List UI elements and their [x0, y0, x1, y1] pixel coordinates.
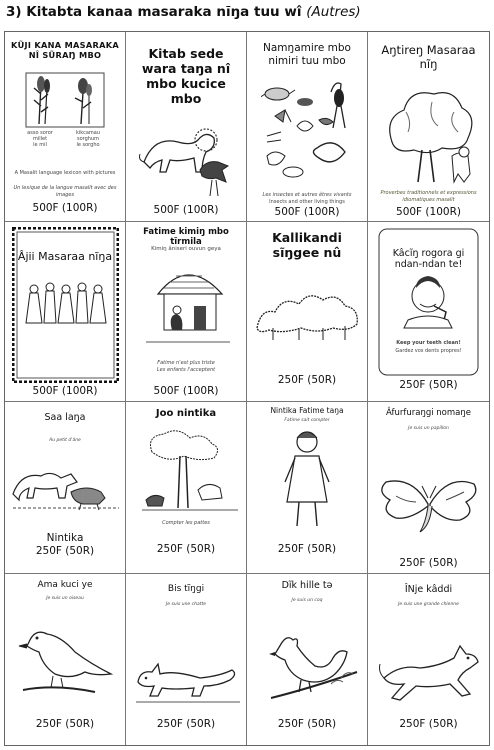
book-card[interactable] [5, 222, 126, 402]
insects-illustration [261, 76, 355, 186]
book-title: Bis tĩŋgi [167, 584, 205, 594]
book-card[interactable] [368, 574, 489, 745]
girl-illustration [275, 426, 339, 532]
book-caption-1: Fatime n'est plus triste [157, 360, 215, 366]
book-card[interactable] [126, 574, 247, 745]
donkey-illustration [11, 464, 121, 512]
book-card[interactable] [247, 402, 368, 574]
book-price: 250F (50R) [156, 718, 216, 730]
book-title: ÎNje kâddi [404, 584, 453, 595]
book-title: Aŋtireŋ Masaraa nĩŋ [381, 43, 476, 71]
book-title: Namŋamire mbo nimiri tuu mbo [263, 42, 351, 67]
book-price: 250F (50R) [277, 543, 337, 555]
book-price: 500F (100R) [396, 206, 461, 218]
book-grid [4, 31, 490, 746]
book-label: Nintika [46, 532, 84, 544]
hut-illustration [144, 258, 232, 354]
heading-sub: (Autres) [306, 4, 361, 20]
book-title: Fatime kimiŋ mbo tĩrmila [143, 227, 229, 248]
book-card[interactable] [126, 32, 247, 222]
book-price: 500F (100R) [32, 202, 98, 214]
book-caption-2: Les enfants l'acceptent [156, 367, 216, 373]
cat-illustration [134, 652, 242, 704]
millet-fr: le mil [33, 142, 47, 148]
grain-illustration [25, 72, 105, 128]
book-card[interactable] [368, 222, 489, 402]
lion-bird-illustration [136, 100, 236, 200]
book-price: 500F (100R) [153, 385, 219, 397]
book-price: 250F (50R) [277, 718, 337, 730]
sorghum-en: sorghum [76, 136, 99, 142]
book-caption: Je suis un oiseau [46, 596, 84, 601]
millet-en: millet [32, 136, 48, 142]
book-title: Dĩk hille tə [281, 580, 333, 591]
book-card[interactable] [247, 32, 368, 222]
book-caption: Je suis un coq [291, 598, 323, 603]
book-price: 250F (50R) [35, 718, 95, 730]
book-price: 250F (50R) [35, 545, 95, 557]
book-caption: Je suis une grande chienne [398, 602, 459, 607]
millet-label: asso soror [27, 130, 53, 136]
heading-main: 3) Kitabta kanaa masaraka nĩŋa tuu wî [6, 4, 302, 20]
book-caption: Compter les pattes [162, 520, 210, 526]
book-price: 250F (50R) [277, 374, 337, 386]
book-caption-en: Keep your teeth clean! [396, 340, 461, 346]
book-price: 500F (100R) [153, 204, 219, 216]
book-price: 500F (100R) [32, 385, 98, 397]
book-title: Saa laŋa [44, 412, 86, 423]
book-card[interactable] [247, 222, 368, 402]
book-title: Ama kuci ye [37, 580, 93, 590]
sorghum-fr: le sorgho [76, 142, 100, 148]
book-title: Kitab sede wara taŋa nî mbo kucice mbo [141, 46, 231, 106]
book-title: Âfurfuraŋgi nomaŋe [385, 408, 471, 418]
book-price: 250F (50R) [399, 718, 458, 730]
book-caption: Fatime sait compter [284, 418, 330, 423]
rooster-illustration [261, 630, 361, 706]
book-subtitle: Kimiŋ âniseri ouvun geya [151, 246, 221, 252]
book-caption: Au petit d'âne [49, 438, 81, 443]
book-title: Kâcĩŋ rogora gi ndan-ndan te! [392, 248, 465, 271]
tree-monkey-illustration [382, 82, 482, 190]
forest-illustration [253, 282, 363, 342]
book-card[interactable] [126, 402, 247, 574]
book-caption-fr: Gardez vos dents propres! [395, 348, 462, 354]
book-card[interactable] [368, 32, 489, 222]
book-caption-fr: Un lexique de la langue masalit avec des images [13, 185, 117, 198]
book-title: Nintika Fatime taŋa [270, 406, 344, 415]
book-caption-fr: Les insectes et autres êtres vivants [262, 192, 352, 198]
book-card[interactable] [5, 402, 126, 574]
book-card[interactable] [5, 32, 126, 222]
book-card[interactable] [368, 402, 489, 574]
bird-illustration [15, 622, 119, 706]
book-price: 250F (50R) [156, 543, 216, 555]
book-caption-en: A Masalit language lexicon with pictures [14, 170, 116, 176]
book-price: 500F (100R) [274, 206, 340, 218]
book-price: 250F (50R) [399, 557, 458, 569]
book-title: Âjii Masaraa nĩŋa [17, 250, 113, 263]
book-caption-fr: Proverbes traditionnels et expressions idiomatiques masalit [380, 190, 477, 203]
book-caption-en: Insects and other living things [269, 199, 345, 205]
book-card[interactable] [247, 574, 368, 745]
book-title: KŨJI KANA MASARAKA NÎ SŨRAŊ MBO [10, 40, 120, 60]
book-caption: Je suis un papillon [408, 426, 449, 431]
page-heading [6, 4, 361, 20]
book-card[interactable] [126, 222, 247, 402]
butterfly-illustration [376, 472, 482, 538]
tree-animals-illustration [142, 428, 238, 514]
book-title: Joo nintika [155, 408, 217, 419]
sorghum-label: kikcamau [75, 130, 101, 136]
book-card[interactable] [5, 574, 126, 745]
book-title: Kallikandi sĩŋgee nû [272, 230, 342, 260]
dog-illustration [376, 638, 484, 708]
book-caption: Je suis une chatte [165, 602, 207, 607]
book-price: 250F (50R) [399, 379, 458, 391]
